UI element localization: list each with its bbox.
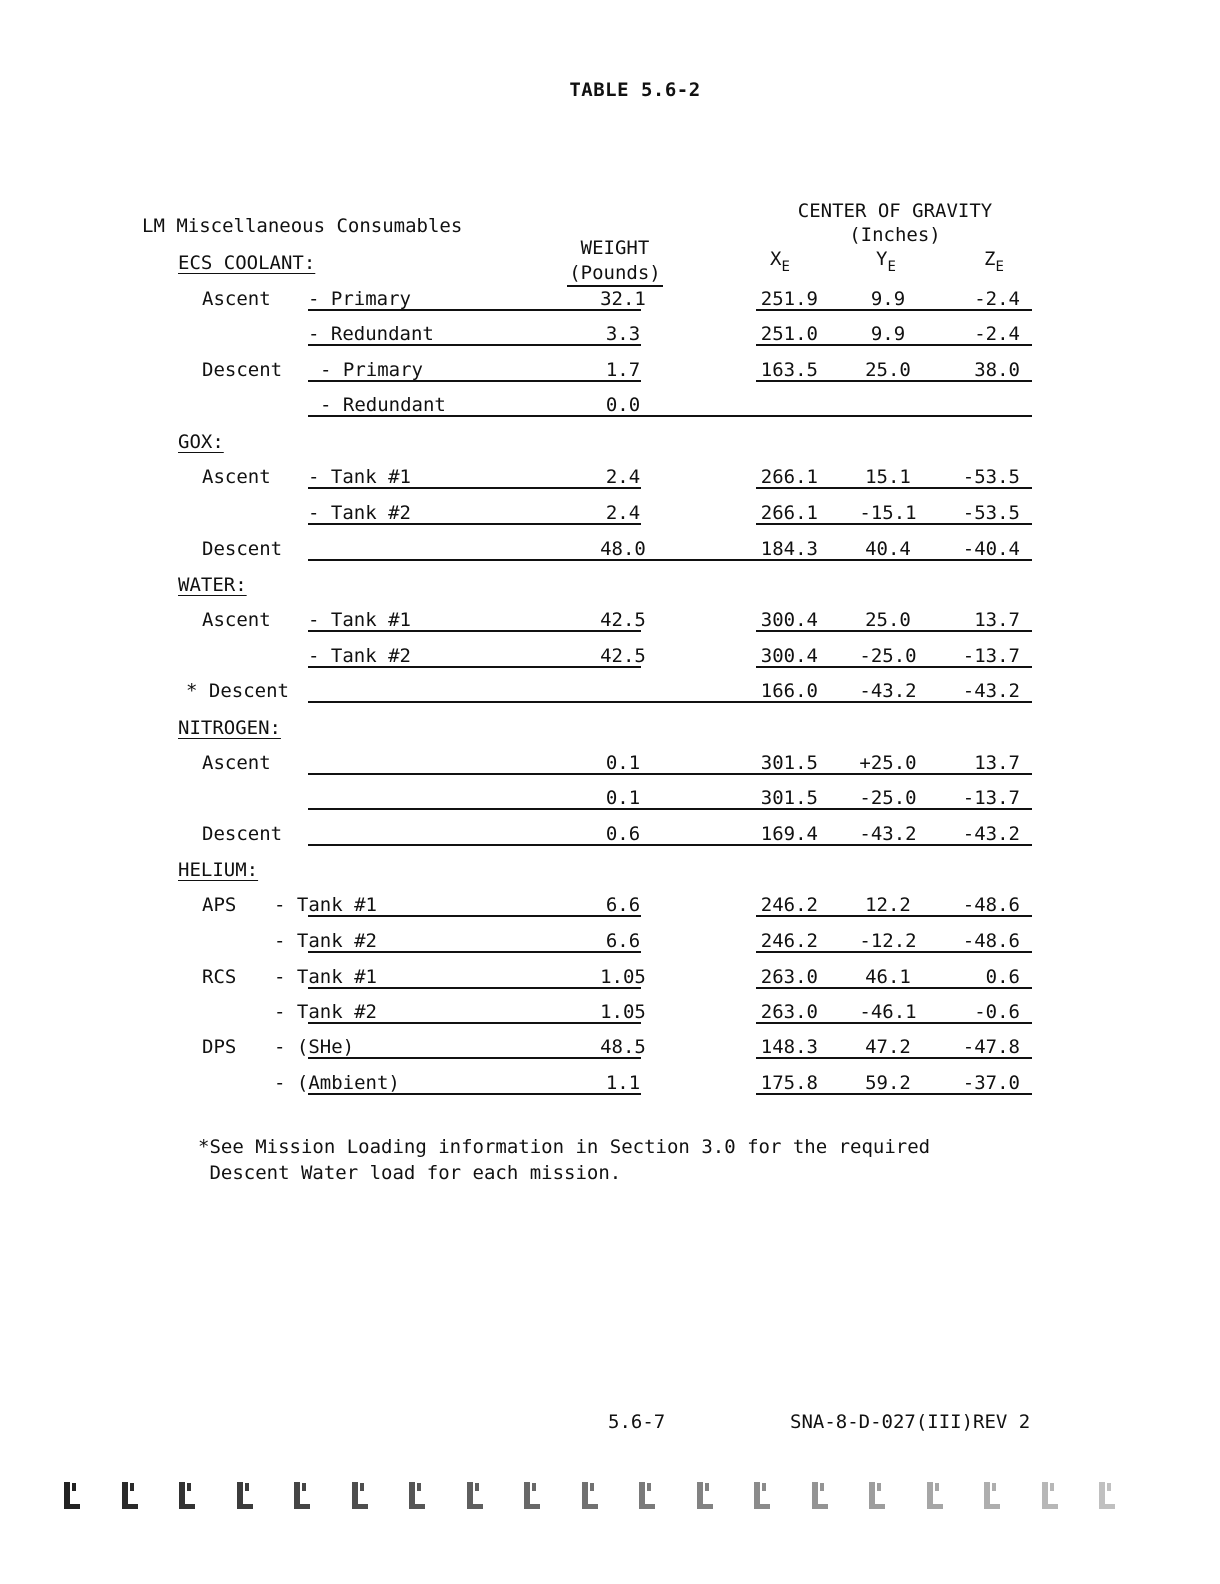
y-value: -25.0: [859, 787, 917, 809]
weight-value: 2.4: [605, 466, 641, 488]
edge-mark: [405, 1480, 427, 1512]
y-value: 47.2: [865, 1036, 911, 1058]
edge-mark: [750, 1480, 772, 1512]
weight-value: 42.5: [600, 645, 646, 667]
z-value: 13.7: [974, 609, 1020, 631]
y-value: 12.2: [865, 894, 911, 916]
y-value: -46.1: [859, 1001, 917, 1023]
row-item-label: - Tank #1: [274, 894, 377, 916]
x-value: 301.5: [760, 787, 818, 809]
row-rule-cg: [756, 487, 1032, 489]
y-axis-header: [876, 248, 896, 275]
row-item-label: - (SHe): [274, 1036, 355, 1058]
x-value: 301.5: [760, 752, 818, 774]
row-rule: [308, 344, 641, 346]
z-letter: Z: [984, 248, 996, 270]
z-value: -0.6: [974, 1001, 1020, 1023]
document-id: SNA-8-D-027(III)REV 2: [790, 1411, 1031, 1433]
row-item-label: - Tank #2: [308, 502, 411, 524]
y-value: 9.9: [870, 288, 906, 310]
row-item-label: - Redundant: [308, 323, 434, 345]
edge-mark: [348, 1480, 370, 1512]
y-value: 59.2: [865, 1072, 911, 1094]
row-rule: [308, 1057, 641, 1059]
row-rule: [308, 951, 641, 953]
x-letter: X: [770, 248, 782, 270]
x-value: 263.0: [760, 1001, 818, 1023]
row-rule: [308, 380, 641, 382]
weight-value: 42.5: [600, 609, 646, 631]
row-rule: [308, 1022, 641, 1024]
table-heading: LM Miscellaneous Consumables: [142, 215, 463, 237]
x-value: 263.0: [760, 966, 818, 988]
z-value: -37.0: [962, 1072, 1020, 1094]
row-item-label: - Tank #1: [308, 609, 411, 631]
row-item-label: - Tank #1: [274, 966, 377, 988]
page-number: 5.6-7: [608, 1411, 666, 1433]
row-group-label: Descent: [202, 823, 283, 845]
edge-mark: [1095, 1480, 1117, 1512]
film-edge-marks: [60, 1480, 1160, 1520]
y-subscript: E: [887, 259, 896, 275]
weight-header: WEIGHT: [580, 237, 650, 259]
edge-mark: [60, 1480, 82, 1512]
section-water: WATER:: [178, 574, 247, 596]
edge-mark: [290, 1480, 312, 1512]
row-rule: [308, 487, 641, 489]
edge-mark: [693, 1480, 715, 1512]
y-value: 25.0: [865, 609, 911, 631]
row-group-label: Ascent: [202, 466, 271, 488]
edge-mark: [520, 1480, 542, 1512]
row-rule: [308, 415, 1032, 417]
row-rule: [308, 701, 1032, 703]
x-value: 300.4: [760, 645, 818, 667]
x-value: 169.4: [760, 823, 818, 845]
table-title: TABLE 5.6-2: [569, 79, 701, 101]
row-item-label: - (Ambient): [274, 1072, 400, 1094]
y-value: 9.9: [870, 323, 906, 345]
row-rule: [308, 915, 641, 917]
section-nitrogen: NITROGEN:: [178, 717, 281, 739]
edge-mark: [808, 1480, 830, 1512]
row-rule-cg: [756, 1022, 1032, 1024]
z-value: -40.4: [962, 538, 1020, 560]
row-rule: [308, 666, 641, 668]
row-group-label: Ascent: [202, 752, 271, 774]
z-subscript: E: [995, 259, 1004, 275]
x-value: 166.0: [760, 680, 818, 702]
row-item-label: - Tank #1: [308, 466, 411, 488]
row-item-label: - Primary: [320, 359, 423, 381]
x-value: 266.1: [760, 466, 818, 488]
weight-value: 0.6: [605, 823, 641, 845]
row-rule: [308, 523, 641, 525]
z-value: -53.5: [962, 466, 1020, 488]
z-value: -2.4: [974, 323, 1020, 345]
row-rule-cg: [756, 666, 1032, 668]
weight-header-rule: [567, 285, 663, 287]
weight-value: 0.1: [605, 787, 641, 809]
row-rule-cg: [756, 523, 1032, 525]
weight-value: 6.6: [605, 894, 641, 916]
z-value: -43.2: [962, 823, 1020, 845]
weight-value: 1.05: [600, 1001, 646, 1023]
row-rule-cg: [756, 951, 1032, 953]
edge-mark: [923, 1480, 945, 1512]
row-rule-cg: [756, 915, 1032, 917]
row-rule: [308, 309, 641, 311]
edge-mark: [118, 1480, 140, 1512]
edge-mark: [578, 1480, 600, 1512]
weight-value: 0.1: [605, 752, 641, 774]
row-group-label: RCS: [202, 966, 237, 988]
edge-mark: [463, 1480, 485, 1512]
y-value: -12.2: [859, 930, 917, 952]
row-group-label: Ascent: [202, 288, 271, 310]
row-group-label: APS: [202, 894, 237, 916]
edge-mark: [233, 1480, 255, 1512]
weight-value: 1.7: [605, 359, 641, 381]
y-value: +25.0: [859, 752, 917, 774]
x-value: 246.2: [760, 894, 818, 916]
section-gox: GOX:: [178, 431, 224, 453]
z-value: -43.2: [962, 680, 1020, 702]
z-value: -13.7: [962, 645, 1020, 667]
row-rule: [308, 773, 1032, 775]
edge-mark: [635, 1480, 657, 1512]
x-value: 148.3: [760, 1036, 818, 1058]
row-rule: [308, 630, 641, 632]
weight-value: 1.1: [605, 1072, 641, 1094]
row-item-label: - Tank #2: [308, 645, 411, 667]
y-letter: Y: [876, 248, 888, 270]
row-rule-cg: [756, 987, 1032, 989]
y-value: -15.1: [859, 502, 917, 524]
y-value: -43.2: [859, 823, 917, 845]
row-item-label: - Tank #2: [274, 1001, 377, 1023]
weight-value: 6.6: [605, 930, 641, 952]
z-value: 38.0: [974, 359, 1020, 381]
weight-value: 32.1: [600, 288, 646, 310]
x-value: 175.8: [760, 1072, 818, 1094]
weight-units-header: (Pounds): [569, 262, 661, 284]
weight-value: 3.3: [605, 323, 641, 345]
row-rule-cg: [756, 1057, 1032, 1059]
row-rule: [308, 987, 641, 989]
row-group-label: Descent: [202, 538, 283, 560]
x-value: 251.0: [760, 323, 818, 345]
z-value: -47.8: [962, 1036, 1020, 1058]
z-value: -2.4: [974, 288, 1020, 310]
x-subscript: E: [781, 259, 790, 275]
cg-units-header: (Inches): [849, 224, 941, 246]
row-item-label: - Primary: [308, 288, 411, 310]
x-value: 300.4: [760, 609, 818, 631]
x-value: 163.5: [760, 359, 818, 381]
weight-value: 48.5: [600, 1036, 646, 1058]
z-axis-header: [984, 248, 1004, 275]
row-rule: [308, 1093, 641, 1095]
y-value: 25.0: [865, 359, 911, 381]
row-item-label: - Redundant: [320, 394, 446, 416]
row-group-label: * Descent: [186, 680, 289, 702]
x-value: 246.2: [760, 930, 818, 952]
cg-header: CENTER OF GRAVITY: [797, 200, 993, 222]
z-value: -53.5: [962, 502, 1020, 524]
row-rule-cg: [756, 309, 1032, 311]
weight-value: 1.05: [600, 966, 646, 988]
weight-value: 48.0: [600, 538, 646, 560]
y-value: -25.0: [859, 645, 917, 667]
row-rule-cg: [756, 380, 1032, 382]
z-value: 13.7: [974, 752, 1020, 774]
section-helium: HELIUM:: [178, 859, 259, 881]
weight-value: 2.4: [605, 502, 641, 524]
edge-mark: [1038, 1480, 1060, 1512]
footnote: *See Mission Loading information in Section 3.0 for the required Descent Water load for each mission.: [198, 1136, 931, 1184]
edge-mark: [980, 1480, 1002, 1512]
row-rule: [308, 844, 1032, 846]
row-group-label: DPS: [202, 1036, 237, 1058]
row-item-label: - Tank #2: [274, 930, 377, 952]
weight-value: 0.0: [605, 394, 641, 416]
y-value: 15.1: [865, 466, 911, 488]
row-rule-cg: [756, 630, 1032, 632]
row-group-label: Descent: [202, 359, 283, 381]
row-rule: [308, 808, 1032, 810]
x-value: 251.9: [760, 288, 818, 310]
y-value: 46.1: [865, 966, 911, 988]
y-value: 40.4: [865, 538, 911, 560]
row-rule-cg: [756, 1093, 1032, 1095]
y-value: -43.2: [859, 680, 917, 702]
row-rule-cg: [756, 344, 1032, 346]
z-value: -13.7: [962, 787, 1020, 809]
edge-mark: [175, 1480, 197, 1512]
row-group-label: Ascent: [202, 609, 271, 631]
row-rule: [308, 559, 1032, 561]
z-value: -48.6: [962, 930, 1020, 952]
z-value: 0.6: [985, 966, 1020, 988]
section-ecs-coolant: ECS COOLANT:: [178, 252, 316, 274]
x-value: 266.1: [760, 502, 818, 524]
x-value: 184.3: [760, 538, 818, 560]
edge-mark: [865, 1480, 887, 1512]
z-value: -48.6: [962, 894, 1020, 916]
x-axis-header: [770, 248, 790, 275]
